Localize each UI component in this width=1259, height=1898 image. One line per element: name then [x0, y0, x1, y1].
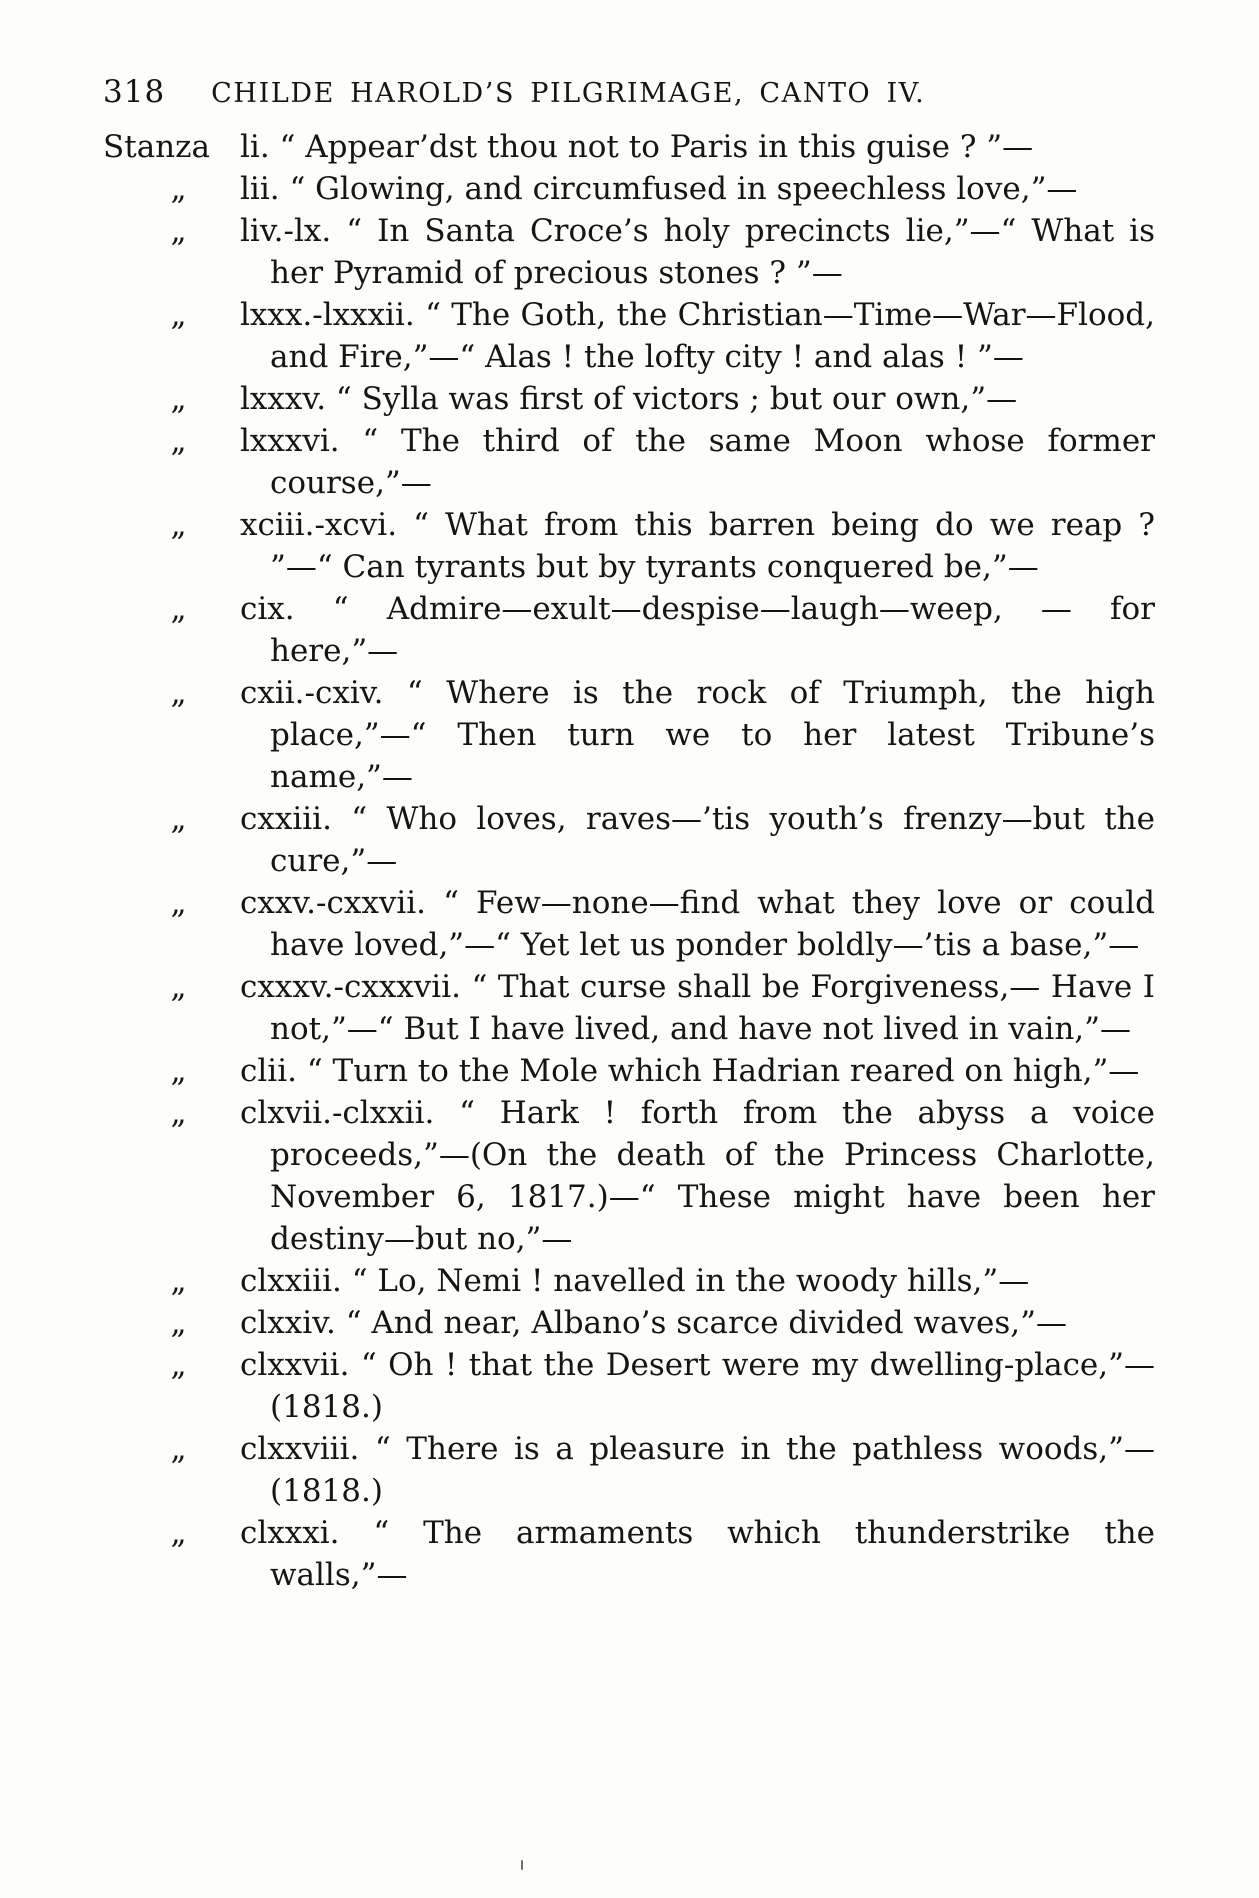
- ditto-mark: „: [170, 1305, 187, 1341]
- stanza-number: cxii.-cxiv.: [240, 675, 384, 711]
- quote-text: “ There is a pleasure in the pathless woods,”— (1818.): [270, 1431, 1155, 1509]
- stanza-entry: [103, 966, 1155, 1050]
- scan-artifact-tick: [521, 1860, 523, 1870]
- stanza-entry: [103, 1092, 1155, 1260]
- page-number: 318: [103, 74, 166, 110]
- stanza-quote: [240, 1344, 1155, 1428]
- ditto-mark: „: [170, 171, 187, 207]
- stanza-entry: [103, 294, 1155, 378]
- stanza-quote: [240, 1050, 1155, 1092]
- stanza-number: clii.: [240, 1053, 297, 1089]
- stanza-index: [103, 126, 1155, 1596]
- quote-text: “ Admire—exult—despise—laugh—weep, — for here,”—: [270, 591, 1155, 669]
- stanza-quote: [240, 1428, 1155, 1512]
- quote-text: “ Lo, Nemi ! navelled in the woody hills,”—: [351, 1263, 1030, 1299]
- stanza-number: lxxx.-lxxxii.: [240, 297, 415, 333]
- stanza-number: clxxxi.: [240, 1515, 340, 1551]
- stanza-quote: [240, 798, 1155, 882]
- stanza-number: clxxiii.: [240, 1263, 342, 1299]
- stanza-entry: [103, 588, 1155, 672]
- stanza-entry: [103, 378, 1155, 420]
- ditto-mark: „: [170, 1515, 187, 1551]
- stanza-entry: [103, 1512, 1155, 1596]
- ditto-mark: „: [170, 507, 187, 543]
- stanza-quote: [240, 378, 1155, 420]
- quote-text: “ That curse shall be Forgiveness,— Have I not,”—“ But I have lived, and have not lived in vain,”—: [270, 969, 1156, 1047]
- stanza-quote: [240, 882, 1155, 966]
- quote-text: “ Few—none—find what they love or could have loved,”—“ Yet let us ponder boldly—’tis a base,”—: [270, 885, 1155, 963]
- quote-text: “ Hark ! forth from the abyss a voice proceeds,”—(On the death of the Princess Charlotte, November 6, 1817.)—“ These might have been her destiny—but no,”—: [270, 1095, 1155, 1257]
- ditto-mark: „: [170, 1263, 187, 1299]
- stanza-entry: [103, 882, 1155, 966]
- stanza-number: lxxxvi.: [240, 423, 340, 459]
- stanza-entry: [103, 1344, 1155, 1428]
- ditto-mark: „: [170, 423, 187, 459]
- stanza-entry: [103, 798, 1155, 882]
- running-title: CHILDE HAROLD’S PILGRIMAGE, CANTO IV.: [211, 78, 926, 109]
- stanza-quote: [240, 1512, 1155, 1596]
- stanza-quote: [240, 1092, 1155, 1260]
- stanza-entry: [103, 1428, 1155, 1512]
- stanza-number: cxxxv.-cxxxvii.: [240, 969, 461, 1005]
- stanza-quote: [240, 672, 1155, 798]
- ditto-mark: „: [170, 591, 187, 627]
- stanza-quote: [240, 126, 1155, 168]
- ditto-mark: „: [170, 801, 187, 837]
- stanza-number: lii.: [240, 171, 280, 207]
- stanza-quote: [240, 168, 1155, 210]
- stanza-entry: [103, 420, 1155, 504]
- quote-text: “ Where is the rock of Triumph, the high place,”—“ Then turn we to her latest Tribune’s name,”—: [270, 675, 1155, 795]
- stanza-entry: [103, 126, 1155, 168]
- stanza-entry: [103, 1260, 1155, 1302]
- quote-text: “ Oh ! that the Desert were my dwelling-place,”—(1818.): [270, 1347, 1155, 1425]
- quote-text: “ Sylla was first of victors ; but our own,”—: [335, 381, 1018, 417]
- stanza-label: Stanza: [103, 129, 210, 165]
- stanza-entry: [103, 672, 1155, 798]
- quote-text: “ The Goth, the Christian—Time—War—Flood, and Fire,”—“ Alas ! the lofty city ! and alas ! ”—: [270, 297, 1155, 375]
- quote-text: “ The third of the same Moon whose former course,”—: [270, 423, 1155, 501]
- quote-text: “ And near, Albano’s scarce divided waves,”—: [345, 1305, 1067, 1341]
- stanza-number: cxxiii.: [240, 801, 332, 837]
- stanza-quote: [240, 966, 1155, 1050]
- stanza-number: lxxxv.: [240, 381, 327, 417]
- stanza-quote: [240, 504, 1155, 588]
- ditto-mark: „: [170, 1431, 187, 1467]
- stanza-number: clxxviii.: [240, 1431, 360, 1467]
- quote-text: “ Appear’dst thou not to Paris in this guise ? ”—: [279, 129, 1034, 165]
- quote-text: “ In Santa Croce’s holy precincts lie,”—“ What is her Pyramid of precious stones ? ”—: [270, 213, 1155, 291]
- ditto-mark: „: [170, 1347, 187, 1383]
- quote-text: “ What from this barren being do we reap ? ”—“ Can tyrants but by tyrants conquered be,”—: [270, 507, 1155, 585]
- ditto-mark: „: [170, 1053, 187, 1089]
- stanza-number: clxvii.-clxxii.: [240, 1095, 435, 1131]
- stanza-number: clxxvii.: [240, 1347, 350, 1383]
- ditto-mark: „: [170, 1095, 187, 1131]
- stanza-quote: [240, 1260, 1155, 1302]
- stanza-quote: [240, 210, 1155, 294]
- page-header: [103, 74, 1155, 110]
- stanza-quote: [240, 1302, 1155, 1344]
- ditto-mark: „: [170, 885, 187, 921]
- quote-text: “ Glowing, and circumfused in speechless love,”—: [289, 171, 1078, 207]
- stanza-quote: [240, 420, 1155, 504]
- stanza-number: liv.-lx.: [240, 213, 332, 249]
- ditto-mark: „: [170, 381, 187, 417]
- stanza-quote: [240, 294, 1155, 378]
- stanza-entry: [103, 210, 1155, 294]
- stanza-number: cix.: [240, 591, 295, 627]
- stanza-quote: [240, 588, 1155, 672]
- quote-text: “ The armaments which thunderstrike the walls,”—: [270, 1515, 1155, 1593]
- ditto-mark: „: [170, 675, 187, 711]
- ditto-mark: „: [170, 213, 187, 249]
- ditto-mark: „: [170, 969, 187, 1005]
- stanza-number: clxxiv.: [240, 1305, 336, 1341]
- stanza-entry: [103, 1050, 1155, 1092]
- stanza-number: li.: [240, 129, 270, 165]
- stanza-entry: [103, 504, 1155, 588]
- stanza-number: xciii.-xcvi.: [240, 507, 398, 543]
- stanza-number: cxxv.-cxxvii.: [240, 885, 427, 921]
- quote-text: “ Turn to the Mole which Hadrian reared on high,”—: [306, 1053, 1140, 1089]
- quote-text: “ Who loves, raves—’tis youth’s frenzy—but the cure,”—: [270, 801, 1155, 879]
- stanza-entry: [103, 168, 1155, 210]
- ditto-mark: „: [170, 297, 187, 333]
- stanza-entry: [103, 1302, 1155, 1344]
